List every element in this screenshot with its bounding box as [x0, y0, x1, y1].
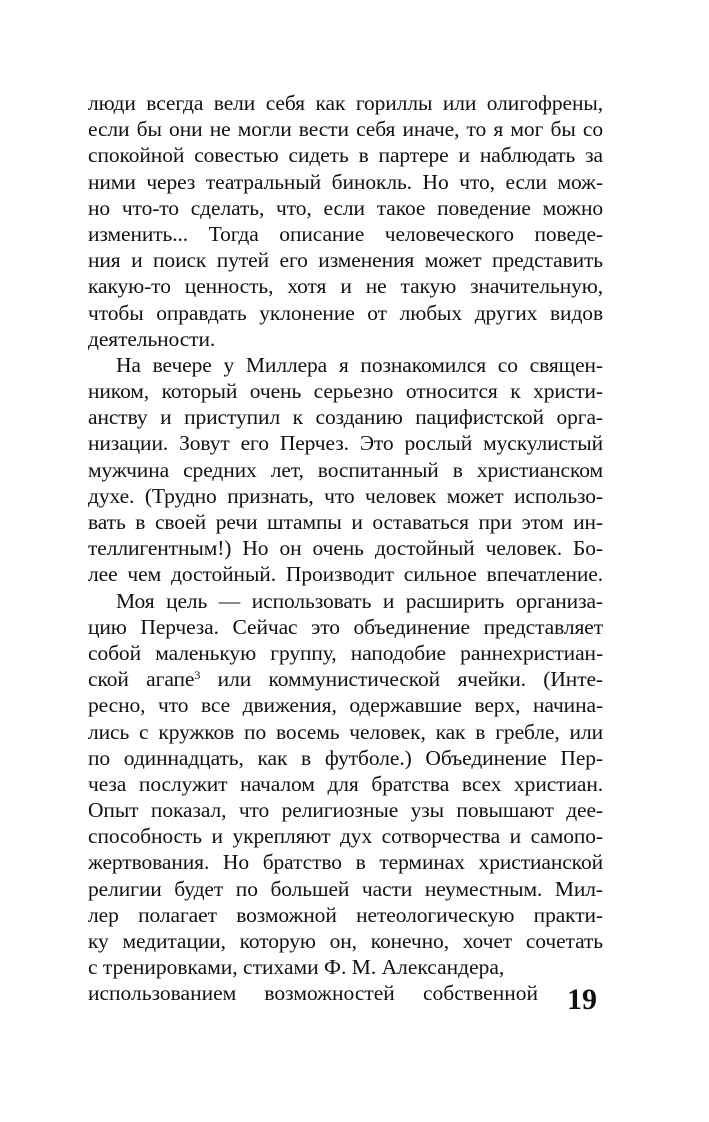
- paragraph-1: [88, 90, 603, 352]
- text-line: духе. (Трудно признать, что человек может использо-: [88, 483, 603, 508]
- text-line: ку медитации, которую он, конечно, хочет сочетать: [88, 929, 603, 953]
- text-line: спокойной совестью сидеть в партере и наблюдать за: [88, 143, 603, 168]
- text-line: На вечере у Миллера я познакомился со священ-: [116, 352, 603, 377]
- text-line: ресно, что все движения, одержавшие верх, начина-: [88, 693, 603, 718]
- text-line: жертвования. Но братство в терминах христианской: [88, 850, 603, 875]
- text-line: лер полагает возможной нетеологическую практи-: [88, 902, 603, 927]
- text-line: если бы они не могли вести себя иначе, то я мог бы со: [88, 117, 603, 142]
- paragraph-3: [88, 588, 603, 1007]
- paragraph-2: [88, 352, 603, 588]
- text-line: какую-то ценность, хотя и не такую значительную,: [88, 274, 603, 299]
- text-line: ними через театральный бинокль. Но что, если мож-: [88, 169, 603, 194]
- text-line: с тренировками, стихами Ф. М. Александера,: [88, 955, 505, 980]
- text-line: лись с кружков по восемь человек, как в гребле, или: [88, 719, 603, 744]
- page-number: 19: [567, 983, 597, 1016]
- text-line: по одиннадцать, как в футболе.) Объединение Пер-: [88, 745, 603, 770]
- text-line: люди всегда вели себя как гориллы или олигофрены,: [88, 91, 603, 115]
- text-line: низации. Зовут его Перчез. Это рослый мускулистый: [88, 431, 603, 456]
- text-line: теллигентным!) Но он очень достойный человек. Бо-: [88, 536, 603, 561]
- text-line: Опыт показал, что религиозные узы повышают дее-: [88, 798, 603, 823]
- text-line: чтобы оправдать уклонение от любых других видов: [88, 300, 603, 325]
- text-line: собой маленькую группу, наподобие раннехристиан-: [88, 640, 603, 665]
- text-line: но что-то сделать, что, если такое поведение можно: [88, 195, 603, 220]
- text-line: деятельности.: [88, 326, 216, 351]
- text-line: вать в своей речи штампы и оставаться при этом ин-: [88, 510, 603, 534]
- text-line: изменить... Тогда описание человеческого поведе-: [88, 221, 603, 246]
- text-line: цию Перчеза. Сейчас это объединение представляет: [88, 614, 603, 639]
- text-line: ником, который очень серьезно относится к христи-: [88, 379, 603, 404]
- text-line-with-footnote: [88, 666, 603, 692]
- text-line: чеза послужит началом для братства всех христиан.: [88, 771, 603, 796]
- text-line: анству и приступил к созданию пацифистской орга-: [88, 405, 603, 430]
- text-line: религии будет по большей части неуместным. Мил-: [88, 876, 603, 901]
- footnote-marker[interactable]: 3: [194, 668, 201, 683]
- text-fragment: или коммунистической ячейки. (Инте-: [200, 667, 603, 692]
- page-body: [88, 90, 603, 1007]
- text-line: мужчина средних лет, воспитанный в христианском: [88, 457, 603, 482]
- text-fragment: ской агапе: [88, 667, 195, 692]
- text-line: ния и поиск путей его изменения может представить: [88, 248, 603, 273]
- text-line: использованием возможностей собственной: [88, 981, 538, 1006]
- text-line: лее чем достойный. Производит сильное впечатление.: [88, 562, 603, 587]
- text-line: способность и укрепляют дух сотворчества и самопо-: [88, 824, 603, 849]
- text-line: Моя цель — использовать и расширить организа-: [116, 588, 603, 613]
